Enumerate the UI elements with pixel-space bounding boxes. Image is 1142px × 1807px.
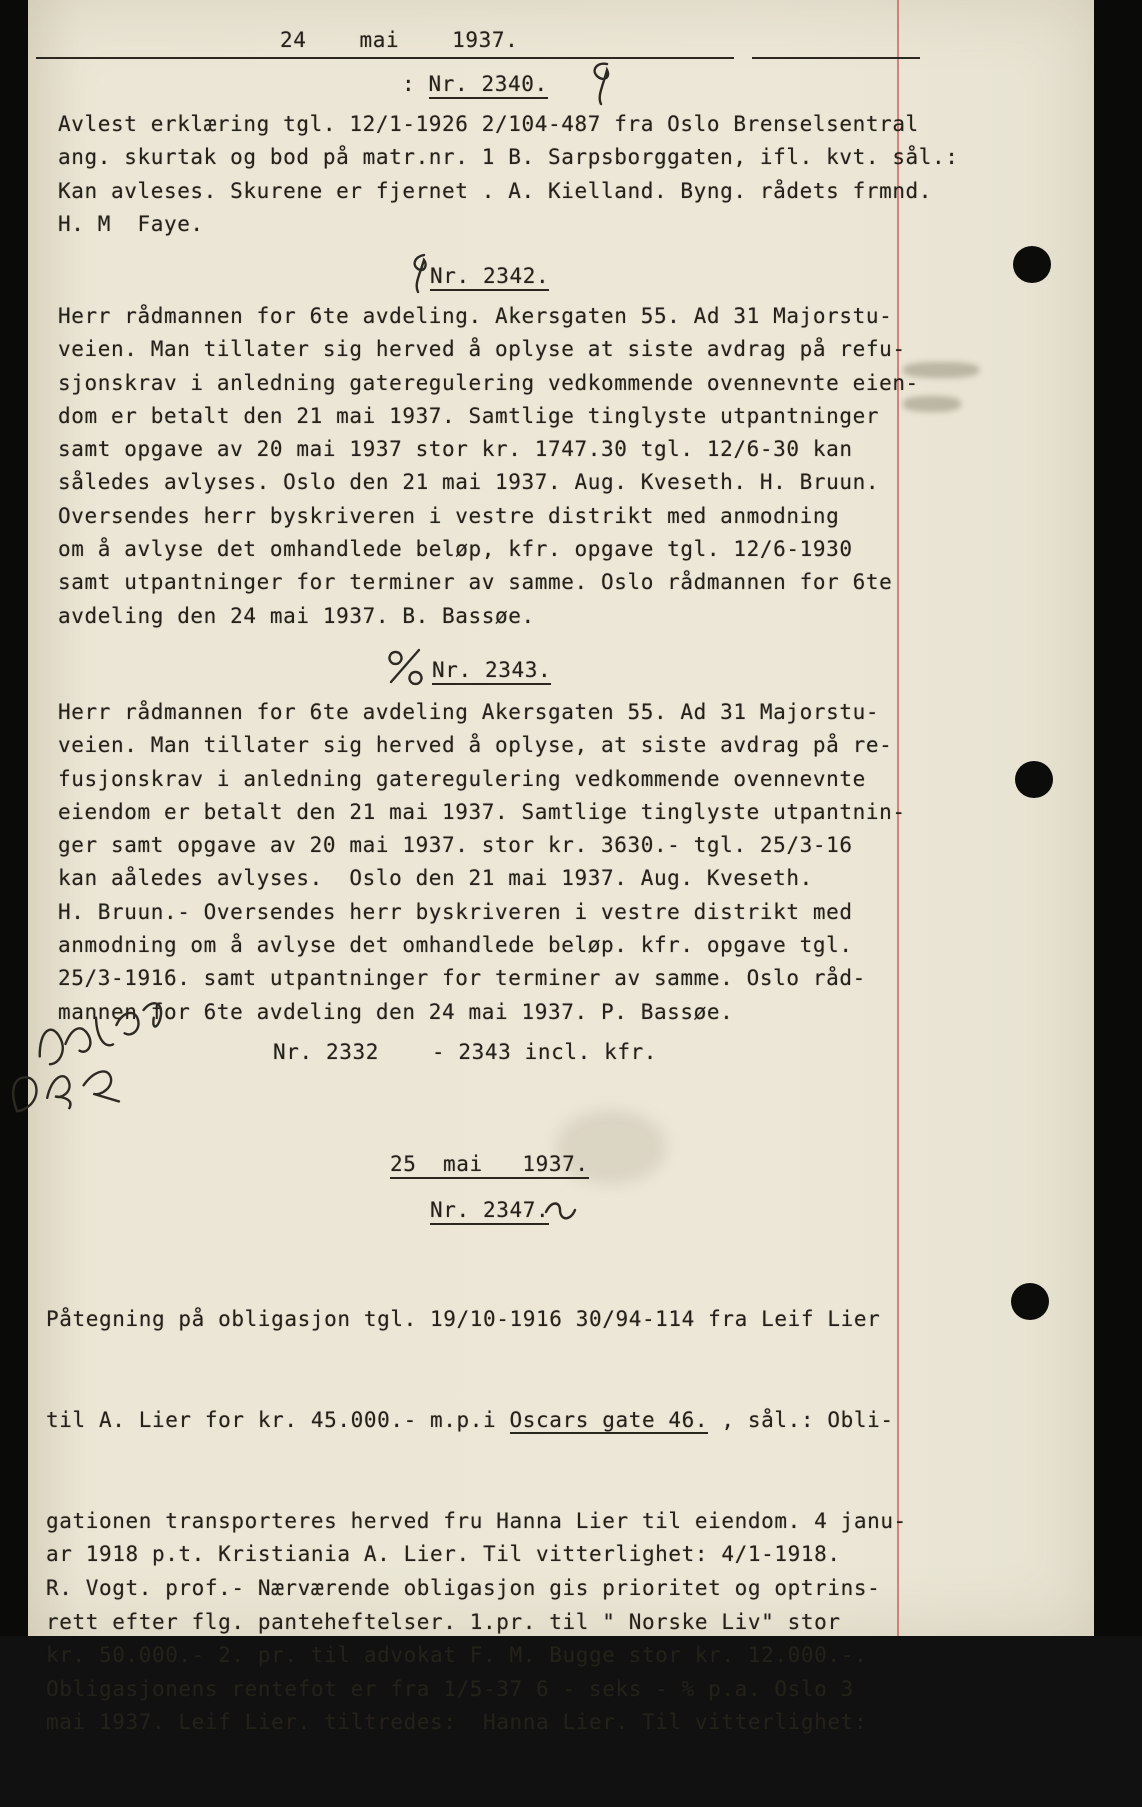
entry-2340-body: Avlest erklæring tgl. 12/1-1926 2/104-487 fra Oslo Brenselsentral ang. skurtak og bod på matr.nr. 1 B. Sarpsborggaten, ifl. kvt. sål.: Kan avleses. Skurene er fjernet . A. Kielland. Byng. rådets frmnd. H. M Faye. (58, 112, 959, 236)
entry-2342-heading (430, 264, 549, 288)
entry-2342-body: Herr rådmannen for 6te avdeling. Akersgaten 55. Ad 31 Majorstu- veien. Man tillater sig herved å oplyse at siste avdrag på refu- sjonskrav i anledning gateregulering vedkommende ovennevnte eien- dom er betalt den 21 mai 1937. Samtlige tinglyste utpantninger samt opgave av 20 mai 1937 stor kr. 1747.30 tgl. 12/6-30 kan således avlyses. Oslo den 21 mai 1937. Aug. Kveseth. H. Bruun. Oversendes herr byskriveren i vestre distrikt med anmodning om å avlyse det omhandlede beløp, kfr. opgave tgl. 12/6-1930 samt utpantninger for terminer av samme. Oslo rådmannen for 6te avdeling den 24 mai 1937. B. Bassøe. (58, 304, 919, 628)
entry-2340-heading-prefix: : (402, 72, 429, 96)
date-header-24-mai-1937: 24 mai 1937. (280, 28, 519, 52)
header-rule-left (36, 57, 734, 59)
handwritten-flourish-2347-icon (542, 1192, 578, 1230)
entry-2347-lines-rest: gationen transporteres herved fru Hanna Lier til eiendom. 4 janu- ar 1918 p.t. Kristiania A. Lier. Til vitterlighet: 4/1-1918. R. Vogt. prof.- Nærværende obligasjon gis prioritet og optrins- rett efter flg. panteheftelser. 1.pr. til " Norske Liv" stor kr. 50.000.- 2. pr. til advokat F. M. Bugge stor kr. 12.000.-. Obligasjonens rentefot er fra 1/5-37 6 - seks - % p.a. Oslo 3 mai 1937. Leif Lier. tiltredes: Hanna Lier. Til vitterlighet: (46, 1508, 907, 1735)
entry-2347-line-2-post: , sål.: Obli- (708, 1407, 894, 1432)
handwritten-flourish-2343-icon (383, 646, 425, 690)
entry-2343-number: Nr. 2343. (432, 658, 551, 685)
range-note: Nr. 2332 - 2343 incl. kfr. (273, 1040, 658, 1064)
punch-hole-bottom (1011, 1283, 1049, 1320)
handwritten-flourish-2342-icon (404, 252, 432, 298)
date-header-25-mai-1937 (390, 1152, 589, 1176)
entry-2347-line-1: Påtegning på obligasjon tgl. 19/10-1916 30/94-114 fra Leif Lier (46, 1307, 881, 1332)
header-rule-right (752, 57, 920, 59)
entry-2340-heading (402, 72, 548, 96)
punch-hole-top (1013, 246, 1051, 283)
entry-2347-line-2 (46, 1404, 907, 1438)
entry-2343-body: Herr rådmannen for 6te avdeling Akersgaten 55. Ad 31 Majorstu- veien. Man tillater sig herved å oplyse, at siste avdrag på re- fusjonskrav i anledning gateregulering vedkommende ovennevnte eiendom er betalt den 21 mai 1937. Samtlige tinglyste utpantnin- ger samt opgave av 20 mai 1937. stor kr. 3630.- tgl. 25/3-16 kan aåledes avlyses. Oslo den 21 mai 1937. Aug. Kveseth. H. Bruun.- Oversendes herr byskriveren i vestre distrikt med anmodning om å avlyse det omhandlede beløp. kfr. opgave tgl. 25/3-1916. samt utpantninger for terminer av samme. Oslo råd- mannen for 6te avdeling den 24 mai 1937. P. Bassøe. (58, 700, 906, 1024)
entry-2342-number: Nr. 2342. (430, 264, 549, 291)
date-header-25-mai-text: 25 mai 1937. (390, 1152, 589, 1179)
scan-edge-left (0, 0, 28, 1636)
entry-2343-heading (432, 658, 551, 682)
entry-2347-number: Nr. 2347. (430, 1198, 549, 1225)
scan-edge-right (1094, 0, 1142, 1636)
entry-2347-heading (430, 1198, 549, 1222)
punch-hole-middle (1015, 761, 1053, 798)
handwritten-flourish-2340-icon (583, 60, 617, 110)
entry-2340-number: Nr. 2340. (429, 72, 548, 99)
entry-2347-address-underlined: Oscars gate 46. (509, 1407, 709, 1432)
entry-2347-body (46, 1236, 907, 1807)
entry-2347-line-2-pre: til A. Lier for kr. 45.000.- m.p.i (46, 1407, 510, 1432)
